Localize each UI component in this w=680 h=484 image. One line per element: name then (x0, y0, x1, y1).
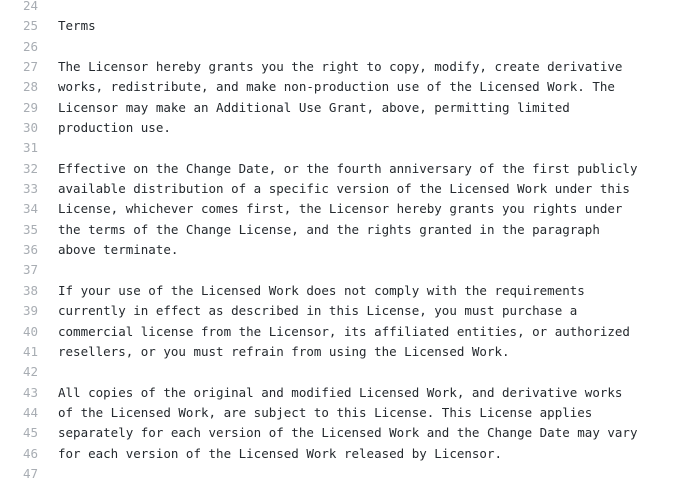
code-line (0, 362, 680, 382)
line-number[interactable]: 24 (22, 0, 38, 13)
line-text: Terms (58, 18, 96, 34)
line-number[interactable]: 36 (22, 242, 38, 258)
code-line (0, 199, 680, 219)
code-line (0, 37, 680, 57)
line-number[interactable]: 31 (22, 140, 38, 156)
line-number[interactable]: 43 (22, 384, 38, 400)
line-text: If your use of the Licensed Work does not comply with the requirements (58, 282, 585, 298)
line-text: Effective on the Change Date, or the fourth anniversary of the first publicly (58, 160, 638, 176)
line-number[interactable]: 40 (22, 323, 38, 339)
line-text: The Licensor hereby grants you the right to copy, modify, create derivative (58, 59, 623, 75)
line-text: the terms of the Change License, and the rights granted in the paragraph (58, 221, 600, 237)
line-text: above terminate. (58, 242, 179, 258)
code-line (0, 301, 680, 321)
line-text: resellers, or you must refrain from using the Licensed Work. (58, 343, 510, 359)
code-line (0, 138, 680, 158)
code-line (0, 240, 680, 260)
code-line (0, 179, 680, 199)
line-number[interactable]: 34 (22, 201, 38, 217)
line-text: works, redistribute, and make non-production use of the Licensed Work. The (58, 79, 615, 95)
line-number[interactable]: 41 (22, 343, 38, 359)
code-line (0, 342, 680, 362)
line-text: All copies of the original and modified Licensed Work, and derivative works (58, 384, 623, 400)
line-number[interactable]: 39 (22, 303, 38, 319)
line-number[interactable]: 42 (22, 364, 38, 380)
line-number[interactable]: 37 (22, 262, 38, 278)
line-number[interactable]: 29 (22, 99, 38, 115)
line-number[interactable]: 47 (22, 465, 38, 481)
line-text: available distribution of a specific version of the Licensed Work under this (58, 181, 630, 197)
line-number[interactable]: 32 (22, 160, 38, 176)
code-line (0, 98, 680, 118)
line-number[interactable]: 46 (22, 445, 38, 461)
code-line (0, 260, 680, 280)
line-number[interactable]: 26 (22, 38, 38, 54)
line-text: currently in effect as described in this License, you must purchase a (58, 303, 578, 319)
line-text: separately for each version of the Licensed Work and the Change Date may vary (58, 425, 638, 441)
line-text: of the Licensed Work, are subject to this License. This License applies (58, 404, 593, 420)
line-number[interactable]: 45 (22, 425, 38, 441)
line-number[interactable]: 35 (22, 221, 38, 237)
line-text: License, whichever comes first, the Licensor hereby grants you rights under (58, 201, 623, 217)
line-number[interactable]: 27 (22, 59, 38, 75)
code-line (0, 57, 680, 77)
code-line (0, 0, 680, 16)
code-line (0, 383, 680, 403)
line-number[interactable]: 25 (22, 18, 38, 34)
code-line (0, 220, 680, 240)
code-line (0, 444, 680, 464)
line-text: Licensor may make an Additional Use Grant, above, permitting limited (58, 99, 570, 115)
code-line (0, 322, 680, 342)
line-text: for each version of the Licensed Work released by Licensor. (58, 445, 503, 461)
code-line (0, 423, 680, 443)
line-text: commercial license from the Licensor, its affiliated entities, or authorized (58, 323, 630, 339)
code-line (0, 118, 680, 138)
line-number[interactable]: 28 (22, 79, 38, 95)
line-number[interactable]: 33 (22, 181, 38, 197)
code-line (0, 464, 680, 484)
line-number[interactable]: 44 (22, 404, 38, 420)
line-text: production use. (58, 120, 171, 136)
code-line (0, 403, 680, 423)
code-line (0, 159, 680, 179)
code-line (0, 16, 680, 36)
line-number[interactable]: 38 (22, 282, 38, 298)
line-number[interactable]: 30 (22, 120, 38, 136)
code-line (0, 281, 680, 301)
code-line (0, 77, 680, 97)
